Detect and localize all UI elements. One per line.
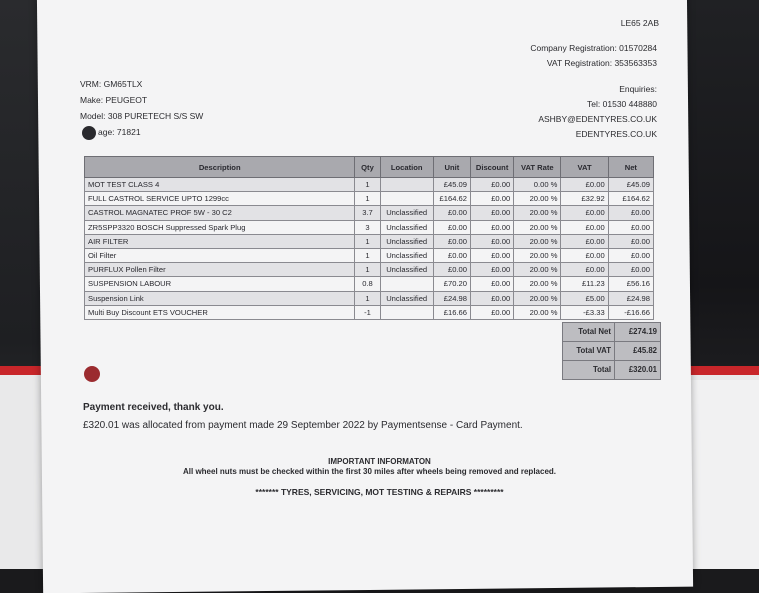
total-net-label: Total Net: [562, 322, 615, 342]
cell-net: £0.00: [608, 220, 653, 234]
cell-vat: £0.00: [561, 206, 608, 220]
cell-discount: £0.00: [471, 305, 514, 319]
cell-description: CASTROL MAGNATEC PROF 5W - 30 C2: [85, 206, 355, 220]
table-row: [85, 305, 654, 319]
vehicle-vrm: VRM: GM65TLX: [80, 79, 143, 89]
cell-unit: £0.00: [433, 220, 470, 234]
cell-location: [380, 305, 433, 319]
cell-location: Unclassified: [380, 248, 433, 262]
cell-description: PURFLUX Pollen Filter: [85, 263, 355, 277]
cell-qty: 1: [355, 178, 380, 192]
vehicle-make: Make: PEUGEOT: [80, 95, 148, 105]
cell-unit: £0.00: [433, 263, 470, 277]
cell-vat: £5.00: [561, 291, 608, 305]
total-vat-value: £45.82: [614, 341, 661, 361]
company-postcode: LE65 2AB: [620, 18, 659, 28]
cell-unit: £0.00: [433, 234, 470, 248]
cell-discount: £0.00: [471, 291, 514, 305]
cell-location: [380, 192, 433, 206]
cell-discount: £0.00: [471, 277, 514, 291]
table-row: [85, 291, 654, 305]
cell-vat-rate: 20.00 %: [514, 277, 561, 291]
cell-location: Unclassified: [380, 234, 433, 248]
cell-net: £24.98: [608, 291, 653, 305]
cell-vat: £11.23: [561, 277, 608, 291]
cell-description: SUSPENSION LABOUR: [85, 277, 355, 291]
cell-location: Unclassified: [380, 291, 433, 305]
cell-description: Oil Filter: [85, 248, 355, 262]
cell-qty: 1: [355, 192, 380, 206]
cell-description: ZR5SPP3320 BOSCH Suppressed Spark Plug: [85, 220, 355, 234]
cell-qty: 1: [355, 234, 380, 248]
cell-discount: £0.00: [471, 248, 514, 262]
table-row: [85, 220, 654, 234]
cell-vat: £0.00: [561, 220, 608, 234]
cell-unit: £16.66: [433, 305, 470, 319]
cell-net: -£16.66: [608, 305, 653, 319]
redaction-blot: [82, 126, 96, 140]
cell-vat-rate: 20.00 %: [514, 305, 561, 319]
table-header-row: [85, 157, 654, 178]
cell-unit: £24.98: [433, 291, 470, 305]
cell-unit: £45.09: [433, 178, 470, 192]
cell-location: Unclassified: [380, 263, 433, 277]
cell-vat-rate: 20.00 %: [514, 220, 561, 234]
cell-vat-rate: 20.00 %: [514, 206, 561, 220]
grand-total-label: Total: [562, 360, 615, 380]
cell-net: £45.09: [608, 178, 653, 192]
cell-location: [380, 178, 433, 192]
header-qty: Qty: [355, 157, 380, 178]
cell-unit: £70.20: [433, 277, 470, 291]
cell-unit: £164.62: [433, 192, 470, 206]
table-row: [85, 263, 654, 277]
cell-description: Multi Buy Discount ETS VOUCHER: [85, 305, 355, 319]
cell-description: AIR FILTER: [85, 234, 355, 248]
cell-description: FULL CASTROL SERVICE UPTO 1299cc: [85, 192, 355, 206]
cell-discount: £0.00: [471, 192, 514, 206]
table-row: [85, 206, 654, 220]
cell-qty: 3: [355, 220, 380, 234]
cell-vat: £0.00: [561, 234, 608, 248]
header-net: Net: [608, 157, 653, 178]
cell-vat: £0.00: [561, 178, 608, 192]
company-registration: Company Registration: 01570284: [530, 43, 657, 53]
cell-net: £164.62: [608, 192, 653, 206]
notice-body: All wheel nuts must be checked within the first 30 miles after wheels being removed and replaced.: [183, 467, 556, 476]
cell-unit: £0.00: [433, 206, 470, 220]
cell-location: Unclassified: [380, 220, 433, 234]
table-row: [85, 234, 654, 248]
cell-qty: 3.7: [355, 206, 380, 220]
cell-vat-rate: 20.00 %: [514, 248, 561, 262]
cell-net: £56.16: [608, 277, 653, 291]
cell-vat-rate: 20.00 %: [514, 234, 561, 248]
cell-discount: £0.00: [471, 263, 514, 277]
vat-registration: VAT Registration: 353563353: [546, 58, 657, 68]
cell-qty: 1: [355, 291, 380, 305]
header-description: Description: [85, 157, 355, 178]
cell-vat: £0.00: [561, 263, 608, 277]
cell-qty: 0.8: [355, 277, 380, 291]
header-vat: VAT: [561, 157, 608, 178]
header-location: Location: [380, 157, 433, 178]
table-row: [85, 178, 654, 192]
grand-total-value: £320.01: [614, 360, 661, 380]
vehicle-model: Model: 308 PURETECH S/S SW: [80, 111, 204, 121]
cell-unit: £0.00: [433, 248, 470, 262]
payment-detail: £320.01 was allocated from payment made 29 September 2022 by Paymentsense - Card Payment.: [83, 420, 523, 431]
cell-vat: £0.00: [561, 248, 608, 262]
cell-qty: 1: [355, 263, 380, 277]
header-unit: Unit: [433, 157, 470, 178]
cell-discount: £0.00: [471, 220, 514, 234]
header-discount: Discount: [471, 157, 514, 178]
cell-location: [380, 277, 433, 291]
cell-net: £0.00: [608, 248, 653, 262]
cell-vat-rate: 20.00 %: [514, 263, 561, 277]
cell-vat-rate: 0.00 %: [514, 178, 561, 192]
cell-net: £0.00: [608, 263, 653, 277]
punch-hole: [84, 366, 100, 382]
cell-description: Suspension Link: [85, 291, 355, 305]
cell-vat: £32.92: [561, 192, 608, 206]
cell-vat-rate: 20.00 %: [514, 192, 561, 206]
cell-discount: £0.00: [471, 178, 514, 192]
payment-heading: Payment received, thank you.: [83, 402, 224, 413]
notice-footer: ******* TYRES, SERVICING, MOT TESTING & REPAIRS *********: [255, 487, 504, 497]
company-website: EDENTYRES.CO.UK: [575, 129, 657, 139]
company-email: ASHBY@EDENTYRES.CO.UK: [538, 114, 657, 124]
company-tel: Tel: 01530 448880: [587, 99, 657, 109]
cell-description: MOT TEST CLASS 4: [85, 178, 355, 192]
total-net-value: £274.19: [614, 322, 661, 342]
cell-location: Unclassified: [380, 206, 433, 220]
cell-vat-rate: 20.00 %: [514, 291, 561, 305]
table-row: [85, 192, 654, 206]
table-row: [85, 248, 654, 262]
enquiries-label: Enquiries:: [619, 84, 657, 94]
cell-qty: -1: [355, 305, 380, 319]
cell-vat: -£3.33: [561, 305, 608, 319]
cell-qty: 1: [355, 248, 380, 262]
cell-net: £0.00: [608, 234, 653, 248]
invoice-items-table: [84, 156, 654, 320]
cell-discount: £0.00: [471, 234, 514, 248]
header-vat-rate: VAT Rate: [514, 157, 561, 178]
cell-net: £0.00: [608, 206, 653, 220]
table-body: [85, 178, 654, 320]
table-row: [85, 277, 654, 291]
notice-heading: IMPORTANT INFORMATON: [328, 457, 431, 466]
cell-discount: £0.00: [471, 206, 514, 220]
total-vat-label: Total VAT: [562, 341, 615, 361]
vehicle-mileage: age: 71821: [98, 127, 141, 137]
